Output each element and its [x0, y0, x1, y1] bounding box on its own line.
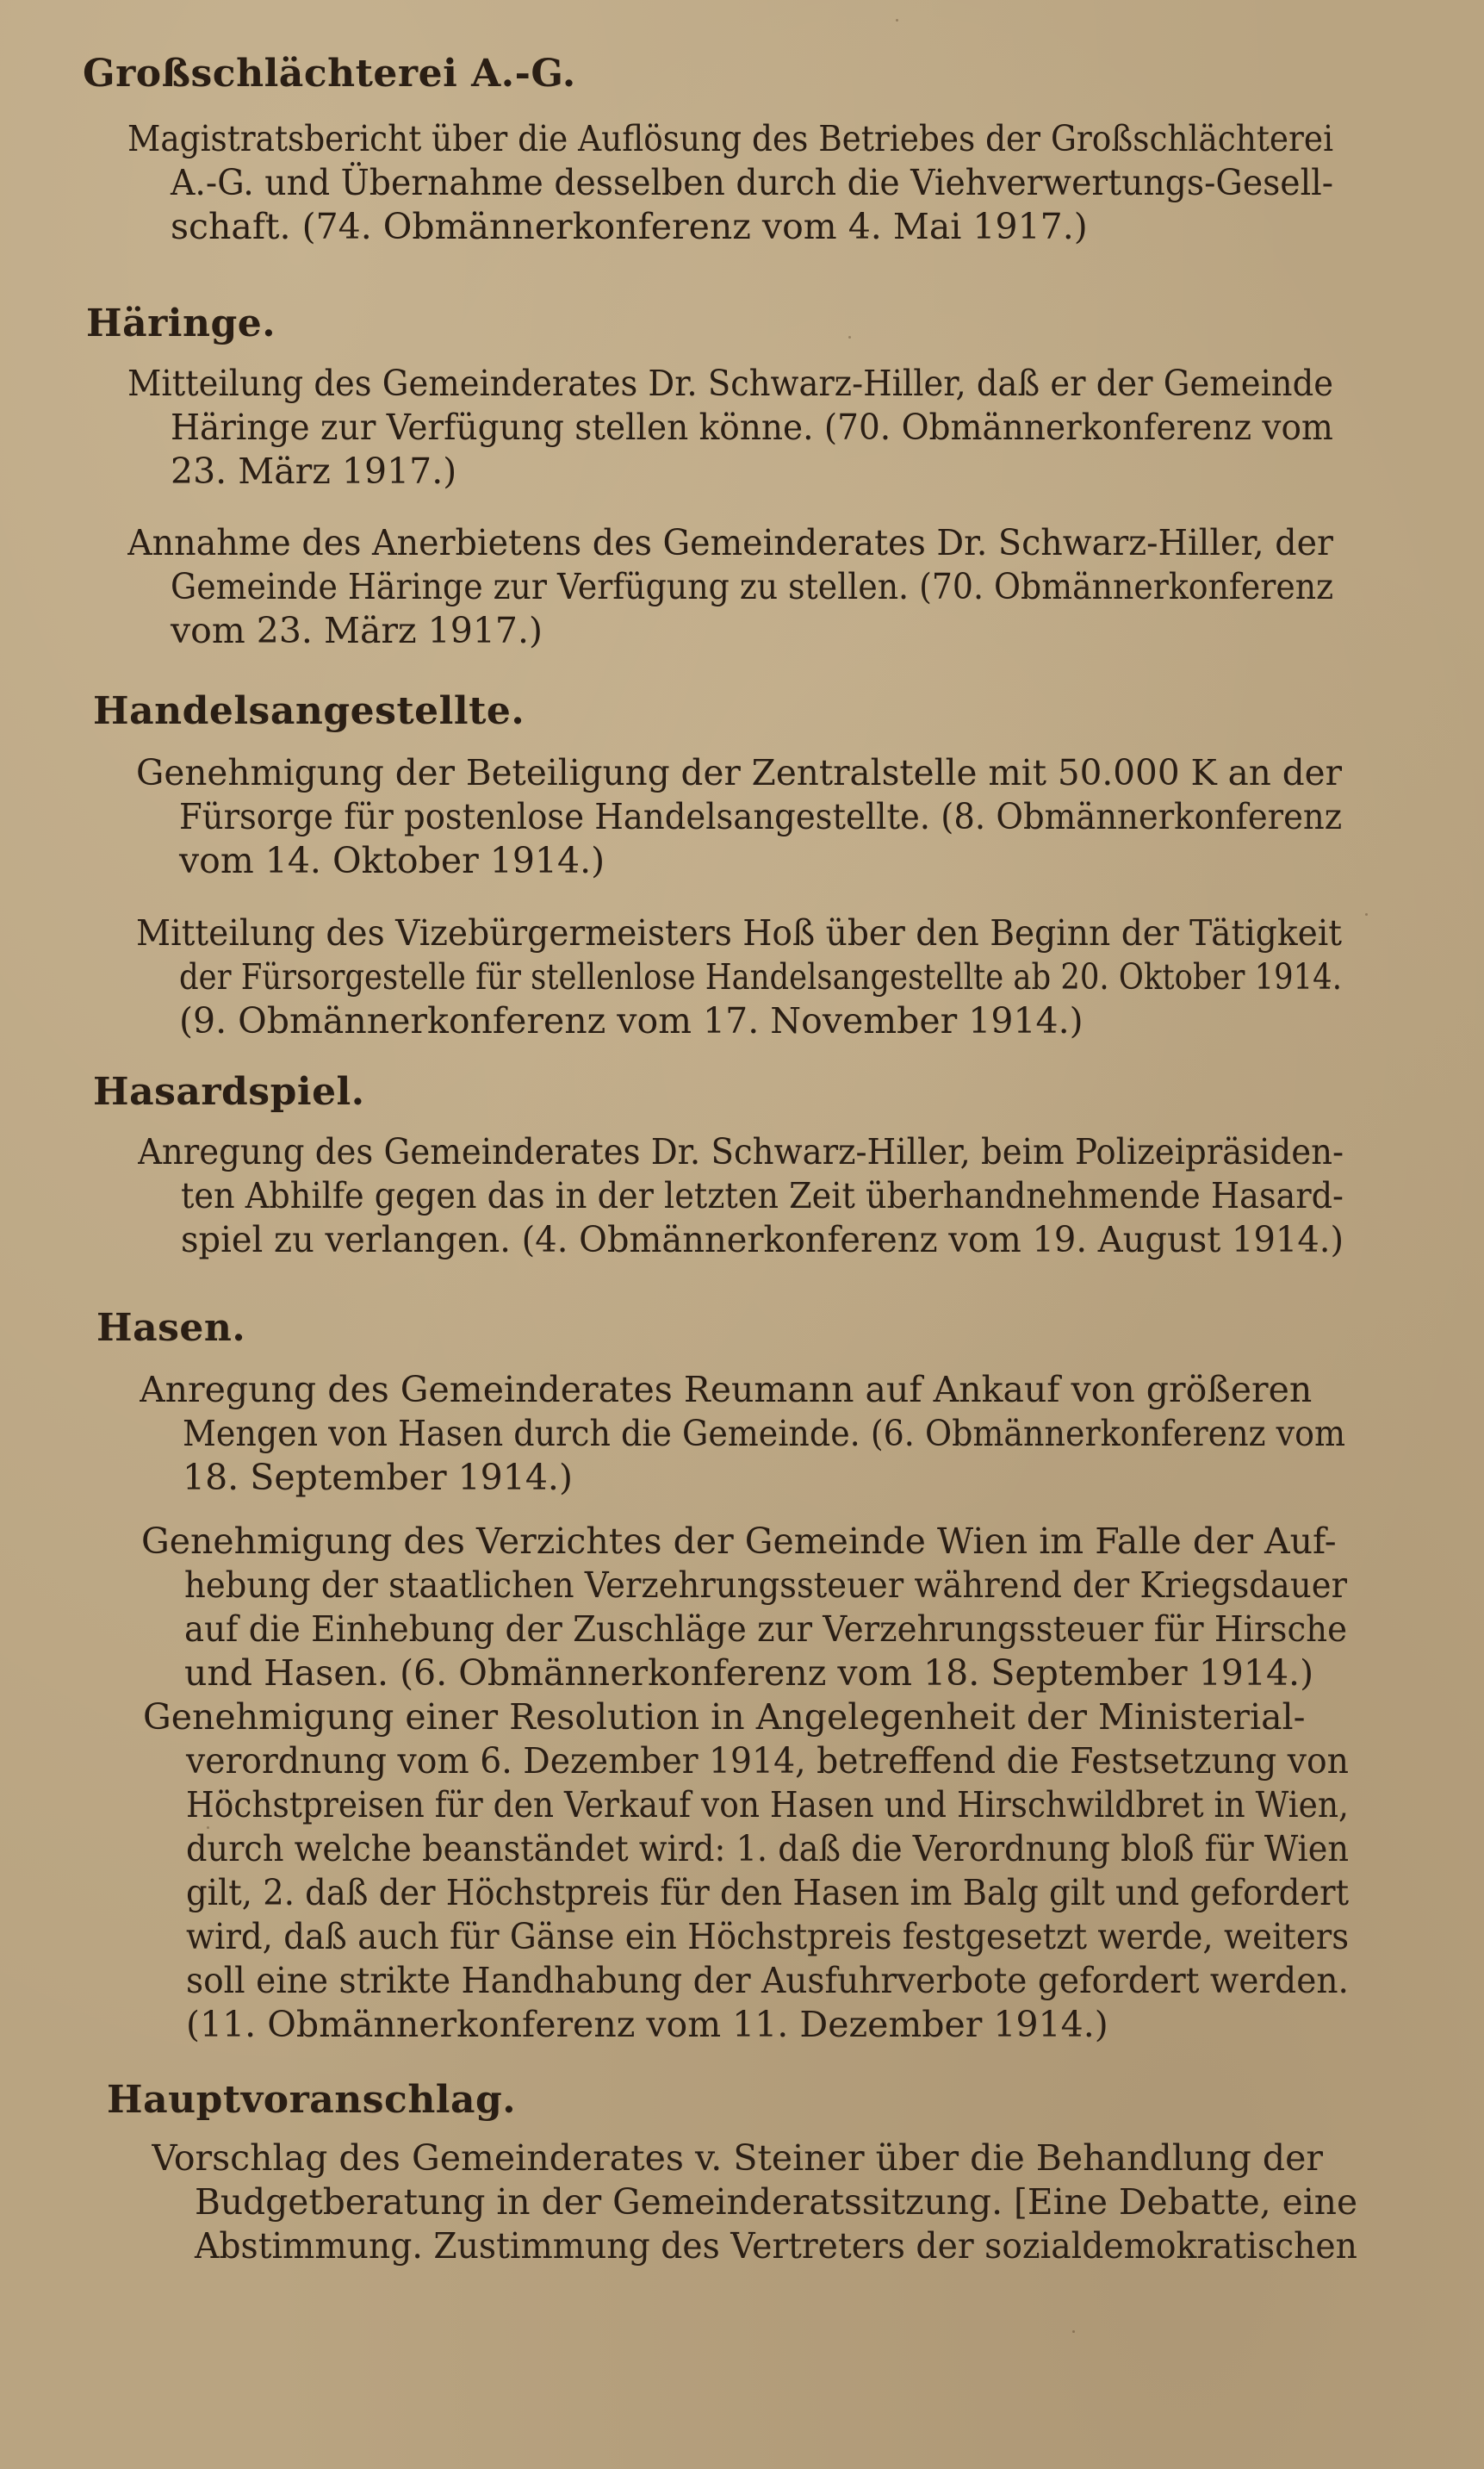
index-entry	[136, 911, 1342, 1043]
index-entry	[141, 1520, 1347, 1695]
entry-line: und Hasen. (6. Obmännerkonferenz vom 18. September 1914.)	[184, 1652, 1314, 1694]
entry-line: vom 23. März 1917.)	[171, 610, 543, 651]
index-entry	[143, 1695, 1349, 2047]
entry-line: Mitteilung des Vizebürgermeisters Hoß über den Beginn der Tätigkeit	[136, 912, 1342, 954]
section-heading: Hasardspiel.	[93, 1070, 365, 1114]
entry-line: (11. Obmännerkonferenz vom 11. Dezember 1914.)	[186, 2004, 1108, 2045]
entry-line: Annahme des Anerbietens des Gemeinderates Dr. Schwarz-Hiller, der	[127, 522, 1333, 563]
section-heading: Handelsangestellte.	[93, 689, 525, 733]
section-heading: Häringe.	[86, 302, 276, 345]
entry-line: Genehmigung des Verzichtes der Gemeinde Wien im Falle der Auf-	[141, 1521, 1337, 1562]
index-entry	[127, 521, 1333, 653]
entry-line: Häringe zur Verfügung stellen könne. (70. Obmännerkonferenz vom	[171, 407, 1333, 448]
entry-line: auf die Einhebung der Zuschläge zur Verzehrungssteuer für Hirsche	[184, 1608, 1347, 1650]
index-entry	[138, 1130, 1344, 1262]
paper-speck	[1072, 2330, 1075, 2333]
paper-speck	[207, 1826, 209, 1829]
entry-line: Vorschlag des Gemeinderates v. Steiner über die Behandlung der	[152, 2137, 1324, 2179]
entry-line: schaft. (74. Obmännerkonferenz vom 4. Mai 1917.)	[171, 206, 1088, 247]
paper-speck	[1365, 913, 1368, 916]
entry-line: soll eine strikte Handhabung der Ausfuhrverbote gefordert werden.	[186, 1960, 1349, 2001]
index-entry	[127, 117, 1333, 249]
section-heading: Hasen.	[96, 1306, 246, 1350]
entry-line: (9. Obmännerkonferenz vom 17. November 1914.)	[179, 1000, 1084, 1042]
entry-line: durch welche beanständet wird: 1. daß die Verordnung bloß für Wien	[186, 1828, 1349, 1869]
entry-line: Abstimmung. Zustimmung des Vertreters der sozialdemokratischen	[195, 2225, 1357, 2267]
entry-line: wird, daß auch für Gänse ein Höchstpreis festgesetzt werde, weiters	[186, 1916, 1349, 1957]
entry-line: Gemeinde Häringe zur Verfügung zu stellen. (70. Obmännerkonferenz	[171, 566, 1333, 607]
entry-line: Fürsorge für postenlose Handelsangestellte. (8. Obmännerkonferenz	[179, 796, 1342, 837]
entry-line: A.-G. und Übernahme desselben durch die Viehverwertungs-Gesell-	[171, 162, 1333, 203]
entry-line: ten Abhilfe gegen das in der letzten Zeit überhandnehmende Hasard-	[181, 1175, 1344, 1216]
entry-line: 23. März 1917.)	[171, 451, 457, 492]
entry-line: Anregung des Gemeinderates Reumann auf Ankauf von größeren	[140, 1369, 1313, 1410]
entry-line: Genehmigung einer Resolution in Angelegenheit der Ministerial-	[143, 1696, 1306, 1738]
index-entry	[127, 362, 1333, 494]
entry-line: Mengen von Hasen durch die Gemeinde. (6. Obmännerkonferenz vom	[183, 1413, 1345, 1454]
entry-line: Anregung des Gemeinderates Dr. Schwarz-Hiller, beim Polizeipräsiden-	[138, 1131, 1344, 1172]
entry-line: Mitteilung des Gemeinderates Dr. Schwarz-Hiller, daß er der Gemeinde	[127, 363, 1333, 404]
entry-line: vom 14. Oktober 1914.)	[179, 840, 605, 881]
section-heading: Großschlächterei A.-G.	[83, 52, 576, 96]
entry-line: der Fürsorgestelle für stellenlose Handelsangestellte ab 20. Oktober 1914.	[179, 956, 1342, 998]
entry-line: Magistratsbericht über die Auflösung des Betriebes der Großschlächterei	[127, 118, 1333, 159]
entry-line: 18. September 1914.)	[183, 1457, 573, 1498]
index-entry	[152, 2136, 1357, 2268]
entry-line: Genehmigung der Beteiligung der Zentralstelle mit 50.000 K an der	[136, 752, 1342, 793]
paper-speck	[896, 19, 898, 22]
paper-speck	[848, 336, 851, 339]
index-entry	[140, 1368, 1345, 1500]
entry-line: hebung der staatlichen Verzehrungssteuer während der Kriegsdauer	[184, 1564, 1347, 1606]
entry-line: verordnung vom 6. Dezember 1914, betreffend die Festsetzung von	[186, 1740, 1349, 1782]
entry-line: Budgetberatung in der Gemeinderatssitzung. [Eine Debatte, eine	[195, 2181, 1357, 2223]
section-heading: Hauptvoranschlag.	[107, 2078, 517, 2122]
entry-line: spiel zu verlangen. (4. Obmännerkonferenz vom 19. August 1914.)	[181, 1219, 1344, 1260]
entry-line: Höchstpreisen für den Verkauf von Hasen und Hirschwildbret in Wien,	[186, 1784, 1349, 1825]
entry-line: gilt, 2. daß der Höchstpreis für den Hasen im Balg gilt und gefordert	[186, 1872, 1349, 1913]
index-entry	[136, 751, 1342, 883]
